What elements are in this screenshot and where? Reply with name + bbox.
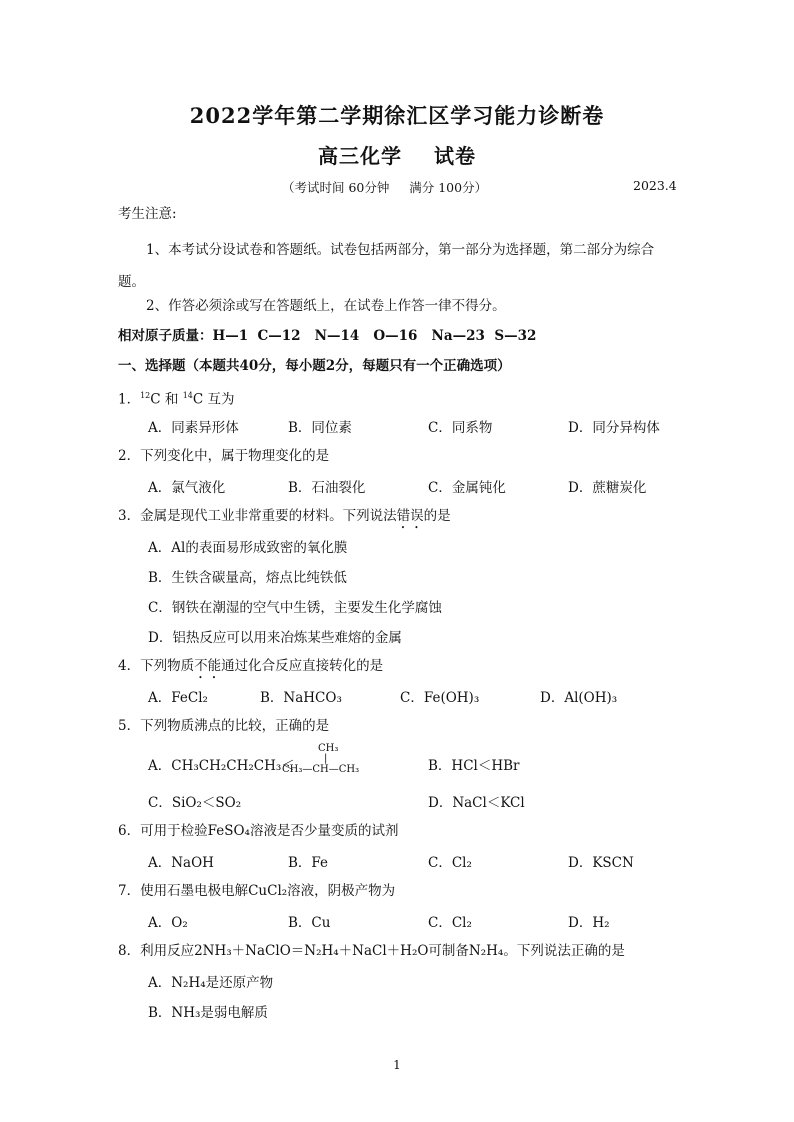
q6-option-c: C．Cl₂ — [428, 855, 472, 871]
question-stem: 下列变化中，属于物理变化的是 — [140, 448, 330, 464]
q4-option-d: D．Al(OH)₃ — [540, 690, 618, 706]
question-3 — [118, 506, 451, 532]
question-stem: 下列物质 — [140, 658, 195, 674]
question-4 — [118, 656, 383, 682]
q1-option-a: A．同素异形体 — [148, 420, 239, 436]
question-number: 1． — [118, 391, 141, 408]
exam-title: 2022学年第二学期徐汇区学习能力诊断卷 — [189, 103, 605, 128]
q6-option-a: A．NaOH — [148, 855, 214, 871]
isobutane-bond: | — [324, 753, 328, 764]
exam-date: 2023.4 — [633, 178, 677, 193]
isobutane-main-chain: CH₃—CH—CH₃ — [282, 764, 360, 775]
question-stem-end: 的是 — [423, 508, 451, 524]
question-stem: 下列物质沸点的比较，正确的是 — [140, 718, 330, 734]
section-heading: 一、选择题（本题共40分，每小题2分，每题只有一个正确选项） — [118, 358, 511, 374]
q1-option-c: C．同系物 — [428, 420, 493, 436]
emphasis-word: 不能 — [194, 658, 222, 674]
q7-option-b: B．Cu — [288, 915, 331, 931]
notice-item-2: 2、作答必须涂或写在答题纸上，在试卷上作答一律不得分。 — [146, 298, 506, 314]
question-number: 8． — [118, 943, 141, 959]
question-6 — [118, 821, 398, 841]
q6-option-d: D．KSCN — [568, 855, 634, 871]
question-8 — [118, 941, 625, 961]
q4-option-c: C．Fe(OH)₃ — [400, 690, 480, 706]
notice-item-1: 1、本考试分设试卷和答题纸。试卷包括两部分，第一部分为选择题，第二部分为综合题。 — [118, 242, 655, 290]
question-7 — [118, 881, 395, 901]
q4-option-b: B．NaHCO₃ — [260, 690, 342, 706]
q3-option-b: B．生铁含碳量高，熔点比纯铁低 — [148, 570, 347, 586]
question-stem: 可用于检验FeSO₄溶液是否少量变质的试剂 — [140, 823, 399, 839]
q5-option-c: C．SiO₂＜SO₂ — [148, 795, 242, 811]
question-number: 5． — [118, 718, 141, 734]
question-2 — [118, 446, 329, 466]
isotope-mass-14: 14 — [182, 391, 193, 400]
isobutane-methyl-branch: CH₃ — [318, 743, 339, 754]
isotope-mass-12: 12 — [140, 391, 151, 400]
question-stem: 利用反应2NH₃＋NaClO＝N₂H₄＋NaCl＋H₂O可制备N₂H₄。下列说法正确的是 — [140, 943, 625, 959]
q5-option-a: A．CH₃CH₂CH₂CH₃＜ — [148, 758, 295, 774]
q1-option-d: D．同分异构体 — [568, 420, 660, 436]
atomic-mass: 相对原子质量：H—1 C—12 N—14 O—16 Na—23 S—32 — [118, 328, 537, 344]
question-stem: 金属是现代工业非常重要的材料。下列说法 — [140, 508, 397, 524]
q3-option-c: C．钢铁在潮湿的空气中生锈，主要发生化学腐蚀 — [148, 600, 442, 616]
exam-subtitle — [0, 140, 794, 169]
paper-label: 试卷 — [434, 144, 476, 168]
q8-option-b: B．NH₃是弱电解质 — [148, 1005, 268, 1021]
q5-option-d: D．NaCl＜KCl — [428, 795, 525, 811]
q2-option-d: D．蔗糖炭化 — [568, 480, 647, 496]
q2-option-c: C．金属钝化 — [428, 480, 506, 496]
question-number: 4． — [118, 658, 141, 674]
q4-option-a: A．FeCl₂ — [148, 690, 208, 706]
q2-option-a: A．氯气液化 — [148, 480, 226, 496]
q3-option-d: D．铝热反应可以用来冶炼某些难熔的金属 — [148, 630, 402, 646]
q5-option-b: B．HCl＜HBr — [428, 758, 520, 774]
q2-option-b: B．石油裂化 — [288, 480, 366, 496]
q3-option-a: A．Al的表面易形成致密的氧化膜 — [148, 540, 348, 556]
q7-option-a: A．O₂ — [148, 915, 188, 931]
exam-info: （考试时间 60分钟 满分 100分） — [282, 180, 488, 195]
question-stem-end: 通过化合反应直接转化的是 — [221, 658, 384, 674]
q7-option-d: D．H₂ — [568, 915, 610, 931]
q6-option-b: B．Fe — [288, 855, 329, 871]
emphasis-word: 错误 — [396, 508, 424, 524]
question-1: 1．$^{12}$C 和 $^{14}$C 互为 — [118, 391, 235, 408]
question-number: 7． — [118, 883, 141, 899]
question-number: 2． — [118, 448, 141, 464]
q8-option-a: A．N₂H₄是还原产物 — [148, 975, 274, 991]
question-5 — [118, 716, 329, 736]
subject-label: 高三化学 — [318, 144, 402, 168]
q1-option-b: B．同位素 — [288, 420, 352, 436]
question-number: 6． — [118, 823, 141, 839]
q7-option-c: C．Cl₂ — [428, 915, 472, 931]
question-number: 3． — [118, 508, 141, 524]
page-number: 1 — [393, 1058, 401, 1072]
question-stem: 使用石墨电极电解CuCl₂溶液，阴极产物为 — [140, 883, 396, 899]
notice-heading: 考生注意: — [118, 206, 177, 222]
